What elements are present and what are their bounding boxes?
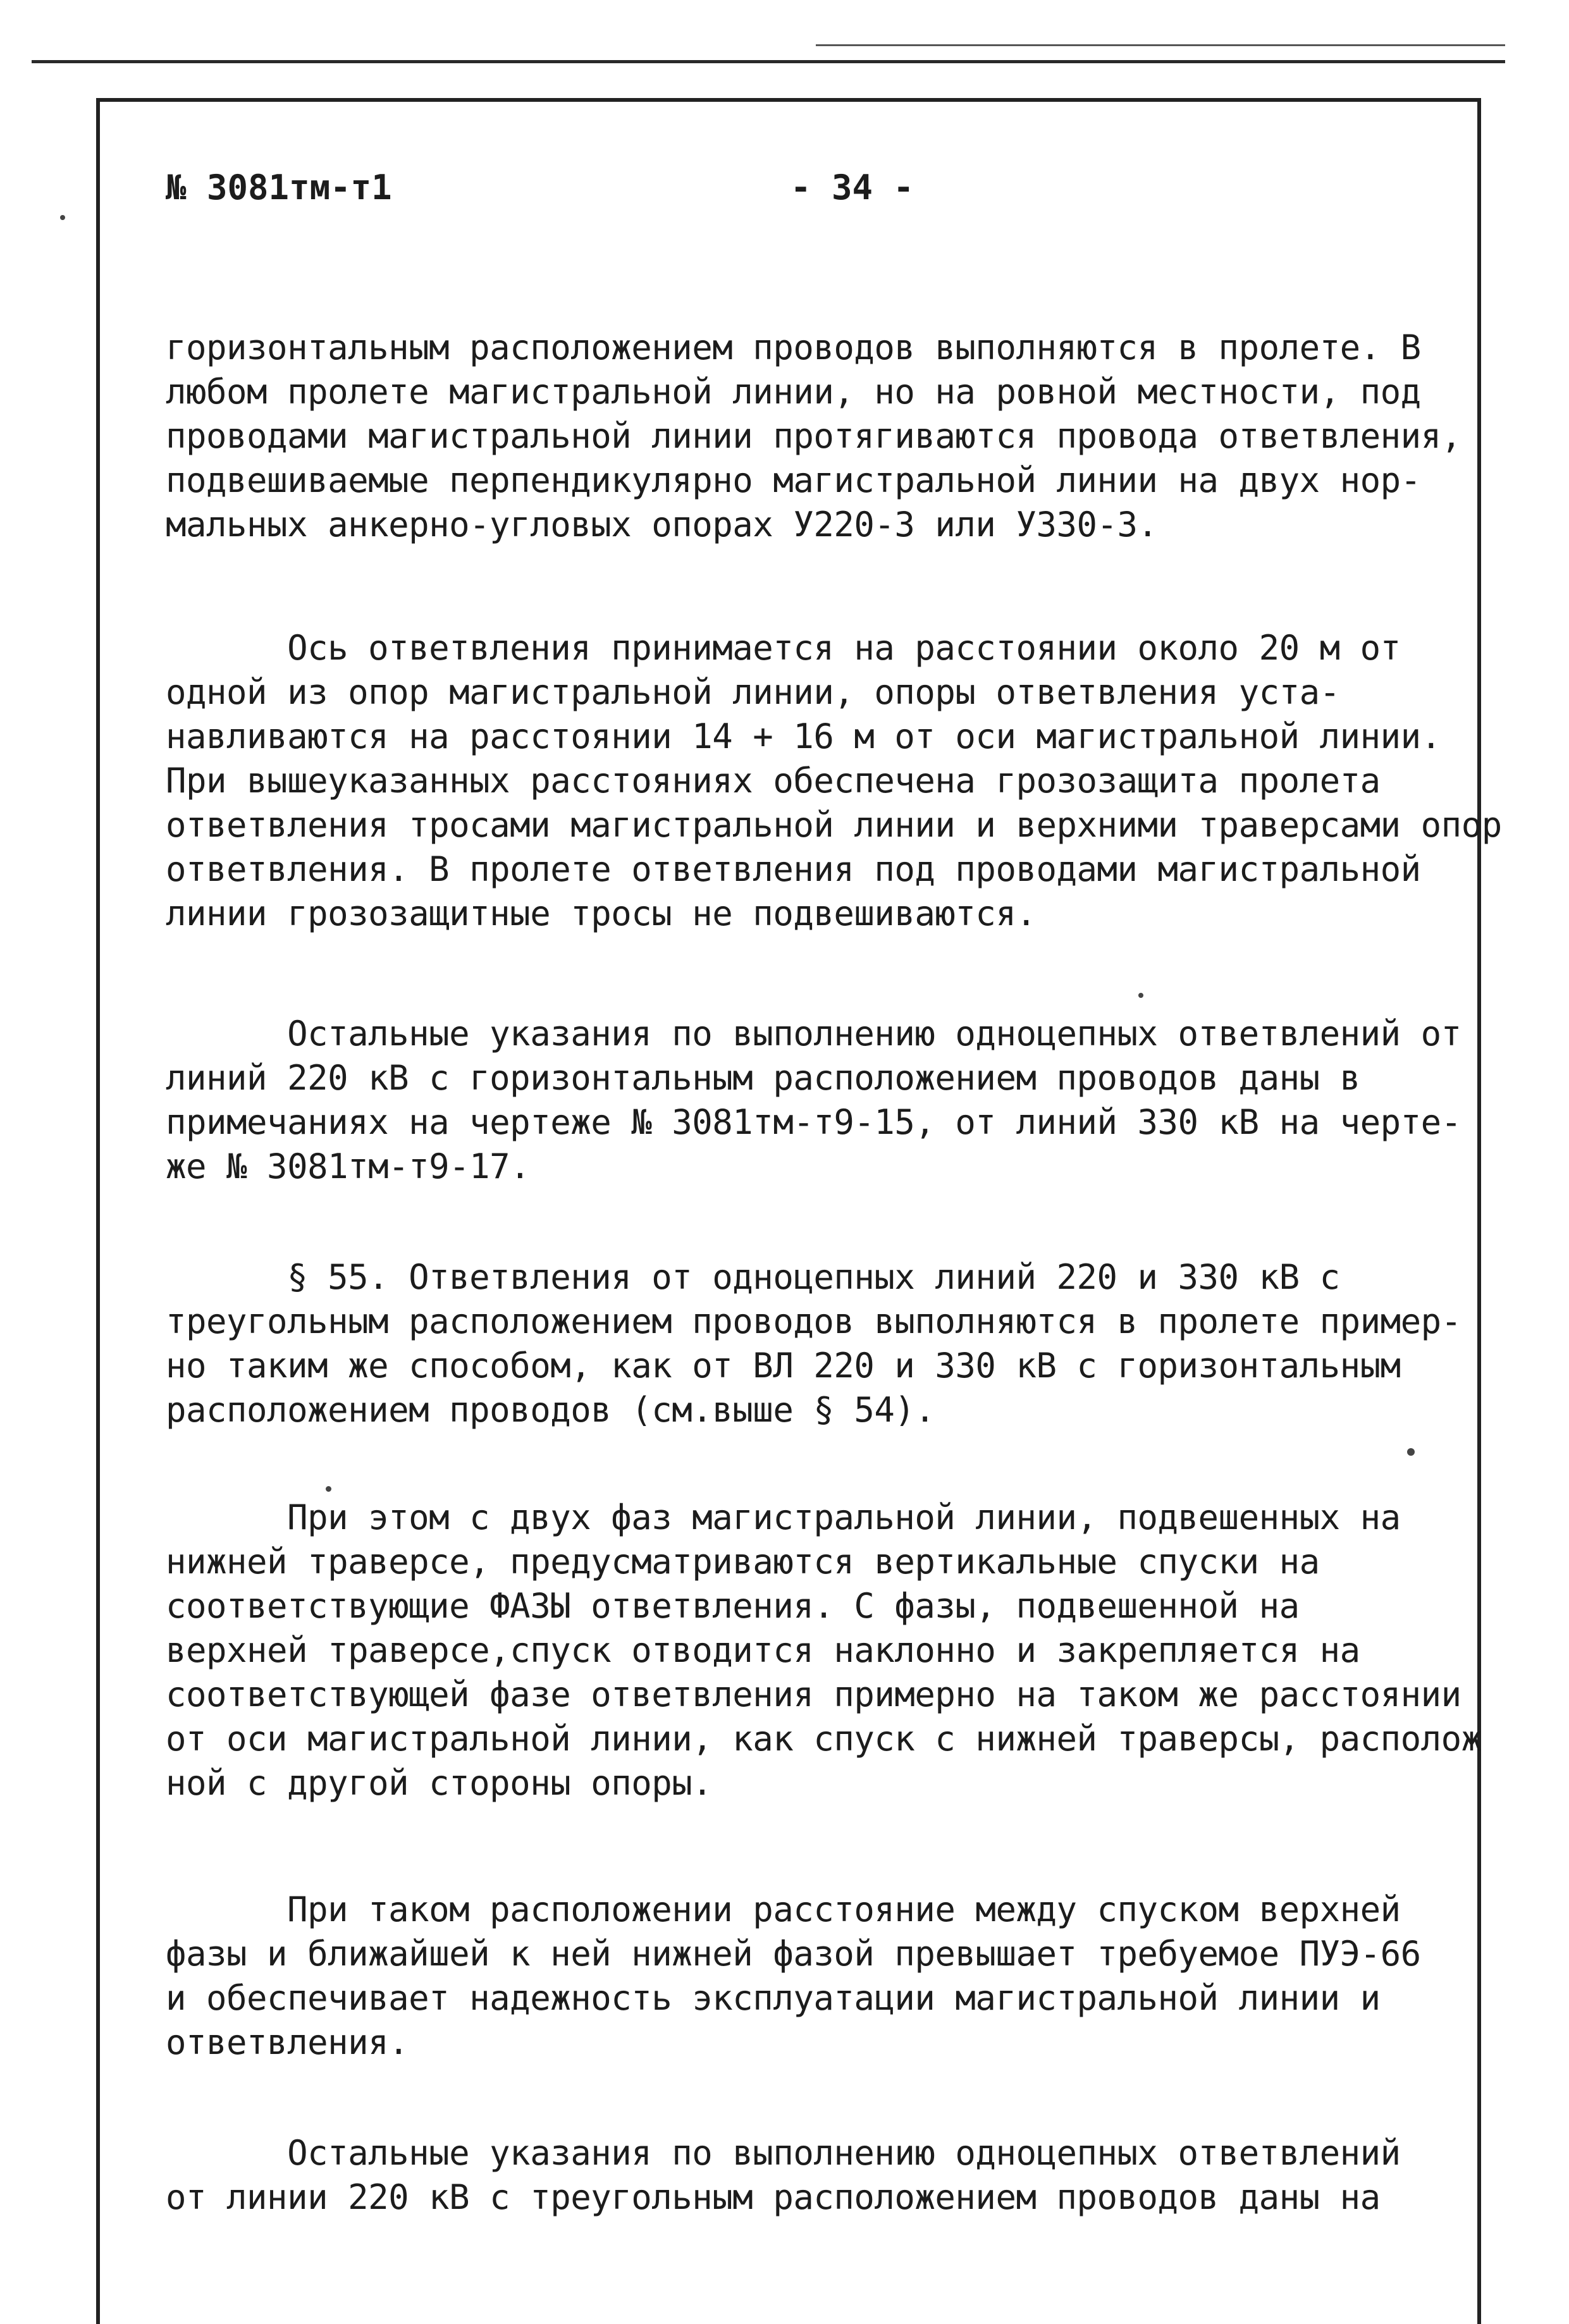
document-number: № 3081тм-т1	[166, 168, 392, 207]
paragraph-7: Остальные указания по выполнению одноцепных ответвлений от линии 220 кВ с треугольным расположением проводов даны на	[166, 2133, 1401, 2217]
scan-speck	[326, 1486, 331, 1492]
scan-speck	[1407, 1448, 1415, 1456]
paragraph-2: Ось ответвления принимается на расстоянии около 20 м от одной из опор магистральной линии, опоры ответвления уста- навливаются на расстоянии 14 + 16 м от оси магистральной линии. При вышеуказанных расстояниях обеспечена грозозащита пролета ответвления тросами магистральной линии и верхними траверсами опор ответвления. В пролете ответвления под проводами магистральной линии грозозащитные тросы не подвешиваются.	[166, 628, 1502, 933]
paragraph-4: § 55. Ответвления от одноцепных линий 220 и 330 кВ с треугольным расположением проводов выполняются в пролете пример- но таким же способом, как от ВЛ 220 и 330 кВ с горизонтальным расположением проводов (см.выше § 54).	[166, 1257, 1461, 1430]
scan-speck	[60, 215, 65, 220]
top-rule-short	[816, 44, 1505, 46]
scan-speck	[1138, 993, 1143, 998]
paragraph-3: Остальные указания по выполнению одноцепных ответвлений от линий 220 кВ с горизонтальным расположением проводов даны в примечаниях на чертеже № 3081тм-т9-15, от линий 330 кВ на черте- же № 3081тм-т9-17.	[166, 1014, 1461, 1186]
paragraph-1: горизонтальным расположением проводов выполняются в пролете. В любом пролете магистральной линии, но на ровной местности, под проводами магистральной линии протягиваются провода ответвления, подвешиваемые перпендикулярно магистральной линии на двух нор- мальных анкерно-угловых опорах У220-3 или У330-3.	[166, 328, 1461, 544]
page-number: - 34 -	[791, 168, 914, 207]
paragraph-6: При таком расположении расстояние между спуском верхней фазы и ближайшей к ней нижней фазой превышает требуемое ПУЭ-66 и обеспечивает надежность эксплуатации магистральной линии и ответвления.	[166, 1890, 1421, 2062]
top-rule	[32, 60, 1505, 63]
paragraph-5: При этом с двух фаз магистральной линии, подвешенных на нижней траверсе, предусматриваются вертикальные спуски на соответствующие ФАЗЫ ответвления. С фазы, подвешенной на верхней траверсе,спуск отводится наклонно и закрепляется на соответствующей фазе ответвления примерно на таком же расстоянии от оси магистральной линии, как спуск с нижней траверсы, располож ной с другой стороны опоры.	[166, 1497, 1482, 1803]
